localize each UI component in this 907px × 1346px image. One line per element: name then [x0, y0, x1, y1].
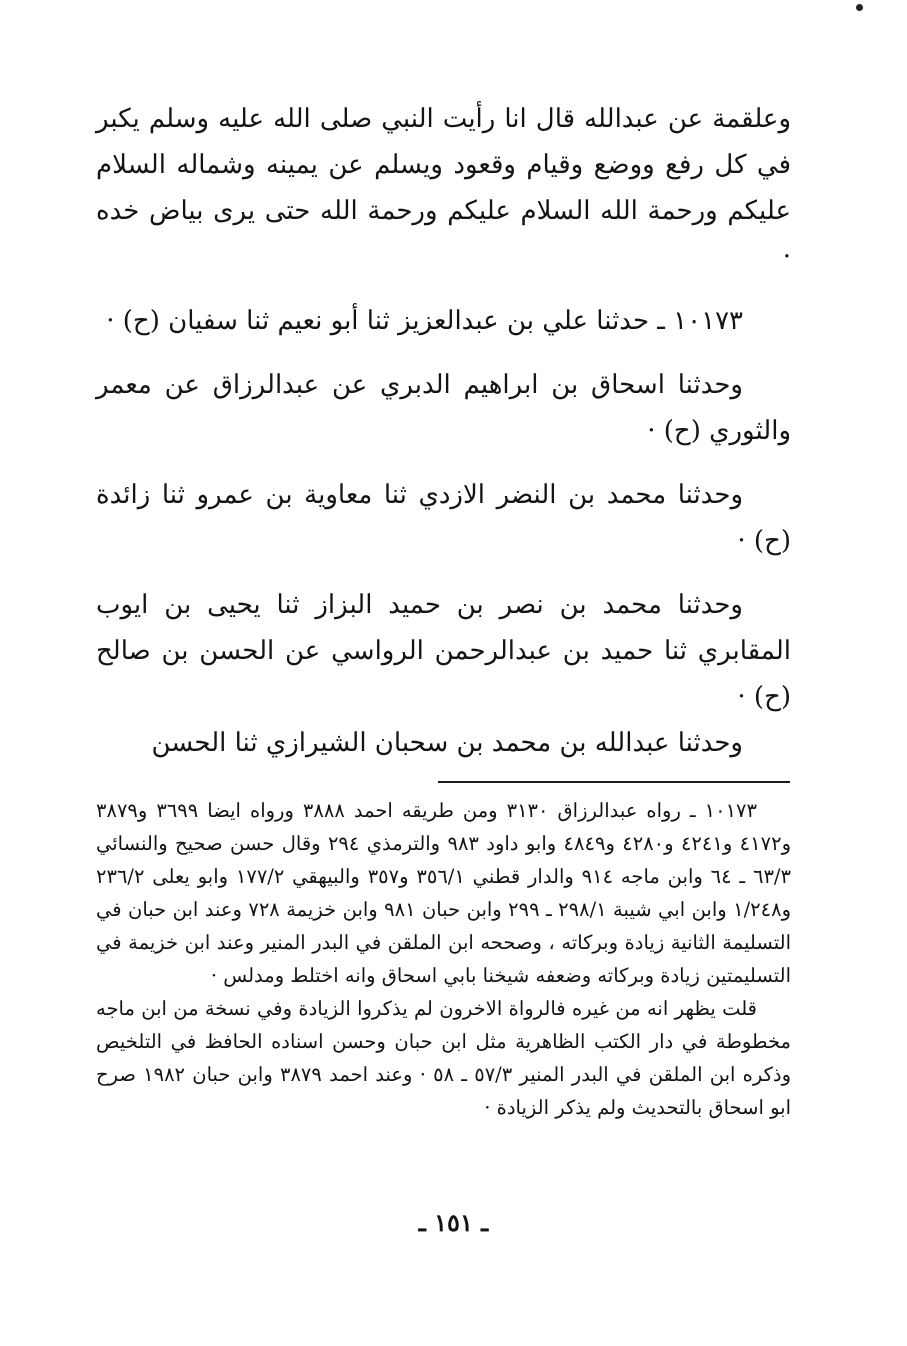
body-paragraph: وحدثنا عبدالله بن محمد بن سحبان الشيرازي ثنا الحسن: [151, 728, 743, 758]
footnote-divider: [438, 781, 790, 783]
body-paragraph: ١٠١٧٣ ـ حدثنا علي بن عبدالعزيز ثنا أبو نعيم ثنا سفيان (ح) ·: [106, 306, 743, 336]
footnote-paragraph: قلت يظهر انه من غيره فالرواة الاخرون لم يذكروا الزيادة وفي نسخة من ابن ماجه مخطوطة في دار الكتب الظاهرية مثل ابن حبان وحسن اسناده الحافظ في التلخيص وذكره ابن الملقن في البدر المنير ٥٧/٣ ـ ٥٨ · وعند احمد ٣٨٧٩ وابن حبان ١٩٨٢ صرح ابو اسحاق بالتحديث ولم يذكر الزيادة ·: [96, 997, 791, 1119]
page-corner-mark: [856, 4, 863, 11]
body-paragraph: وعلقمة عن عبدالله قال انا رأيت النبي صلى الله عليه وسلم يكبر في كل رفع ووضع وقيام وقعود ويسلم عن يمينه وشماله السلام عليكم ورحمة الله السلام عليكم ورحمة الله حتى يرى بياض خده ·: [96, 104, 791, 272]
footnotes: [96, 794, 791, 1124]
body-paragraph: وحدثنا محمد بن النضر الازدي ثنا معاوية بن عمرو ثنا زائدة (ح) ·: [96, 480, 791, 556]
footnote-paragraph: ١٠١٧٣ ـ رواه عبدالرزاق ٣١٣٠ ومن طريقه احمد ٣٨٨٨ ورواه ايضا ٣٦٩٩ و٣٨٧٩ و٤١٧٢ و٤٢٤١ و٤٢٨٠ و٤٨٤٩ وابو داود ٩٨٣ والترمذي ٢٩٤ وقال حسن صحيح والنسائي ٦٣/٣ ـ ٦٤ وابن ماجه ٩١٤ والدار قطني ٣٥٦/١ و٣٥٧ والبيهقي ١٧٧/٢ وابو يعلى ٢٣٦/٢ و١/٢٤٨ وابن ابي شيبة ٢٩٨/١ ـ ٢٩٩ وابن حبان ٩٨١ وابن خزيمة ٧٢٨ وعند ابن حبان في التسليمة الثانية زيادة وبركاته ، وصححه ابن الملقن في البدر المنير وعند ابن خزيمة في التسليمتين زيادة وبركاته وضعفه شيخنا بابي اسحاق وانه اختلط ومدلس ·: [96, 799, 791, 987]
page-number: ـ ١٥١ ـ: [418, 1208, 489, 1237]
main-text: [96, 96, 791, 766]
body-paragraph: وحدثنا محمد بن نصر بن حميد البزاز ثنا يحيى بن ايوب المقابري ثنا حميد بن عبدالرحمن الرواسي عن الحسن بن صالح (ح) ·: [96, 590, 791, 712]
body-paragraph: وحدثنا اسحاق بن ابراهيم الدبري عن عبدالرزاق عن معمر والثوري (ح) ·: [96, 370, 791, 446]
